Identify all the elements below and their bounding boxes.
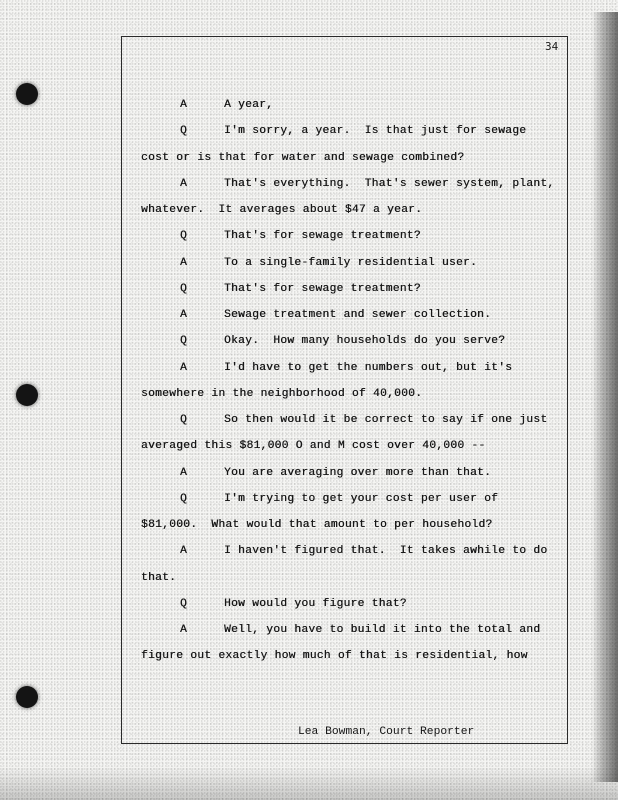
binder-hole-icon xyxy=(16,83,38,105)
question-marker: Q xyxy=(180,597,188,610)
answer-marker: A xyxy=(180,309,188,321)
transcript-line: I'd have to get the numbers out, but it's xyxy=(224,361,513,374)
transcript-line: You are averaging over more than that. xyxy=(224,466,492,479)
answer-marker: A xyxy=(180,545,188,558)
page-number: 34 xyxy=(545,40,559,53)
answer-marker: A xyxy=(180,177,188,190)
transcript-line: cost or is that for water and sewage combined? xyxy=(141,151,465,164)
transcript-line: that. xyxy=(141,571,177,584)
answer-marker: A xyxy=(180,466,188,479)
page-shadow-edge xyxy=(592,12,618,782)
page-shadow-bottom xyxy=(0,766,618,800)
transcript-line: Well, you have to build it into the total and xyxy=(224,624,541,636)
answer-marker: A xyxy=(180,256,188,269)
transcript-line: Sewage treatment and sewer collection. xyxy=(224,309,492,321)
transcript-line: That's everything. That's sewer system, plant, xyxy=(224,177,555,190)
transcript-line: Okay. How many households do you serve? xyxy=(224,335,506,348)
transcript-line: averaged this $81,000 O and M cost over 40,000 -- xyxy=(141,440,486,453)
answer-marker: A xyxy=(180,99,188,111)
question-marker: Q xyxy=(180,335,188,348)
transcript-line: A year, xyxy=(224,99,274,111)
transcript-line: figure out exactly how much of that is residential, how xyxy=(141,650,528,663)
transcript-line: That's for sewage treatment? xyxy=(224,282,421,295)
transcript-line: I'm trying to get your cost per user of xyxy=(224,492,499,505)
answer-marker: A xyxy=(180,624,188,636)
question-marker: Q xyxy=(180,414,188,426)
court-reporter-signature: Lea Bowman, Court Reporter xyxy=(298,726,475,738)
question-marker: Q xyxy=(180,282,188,295)
answer-marker: A xyxy=(180,361,188,374)
transcript-line: So then would it be correct to say if one just xyxy=(224,414,548,426)
transcript-line: I haven't figured that. It takes awhile to do xyxy=(224,545,548,558)
transcript-line: How would you figure that? xyxy=(224,597,407,610)
transcript-line: somewhere in the neighborhood of 40,000. xyxy=(141,387,423,400)
transcript-line: That's for sewage treatment? xyxy=(224,230,421,243)
transcript-line: To a single-family residential user. xyxy=(224,256,478,269)
transcript-line: $81,000. What would that amount to per household? xyxy=(141,519,493,531)
question-marker: Q xyxy=(180,492,188,505)
binder-hole-icon xyxy=(16,686,38,708)
question-marker: Q xyxy=(180,230,188,243)
binder-hole-icon xyxy=(16,384,38,406)
transcript-line: I'm sorry, a year. Is that just for sewage xyxy=(224,125,527,138)
transcript-line: whatever. It averages about $47 a year. xyxy=(141,204,423,216)
question-marker: Q xyxy=(180,125,188,138)
